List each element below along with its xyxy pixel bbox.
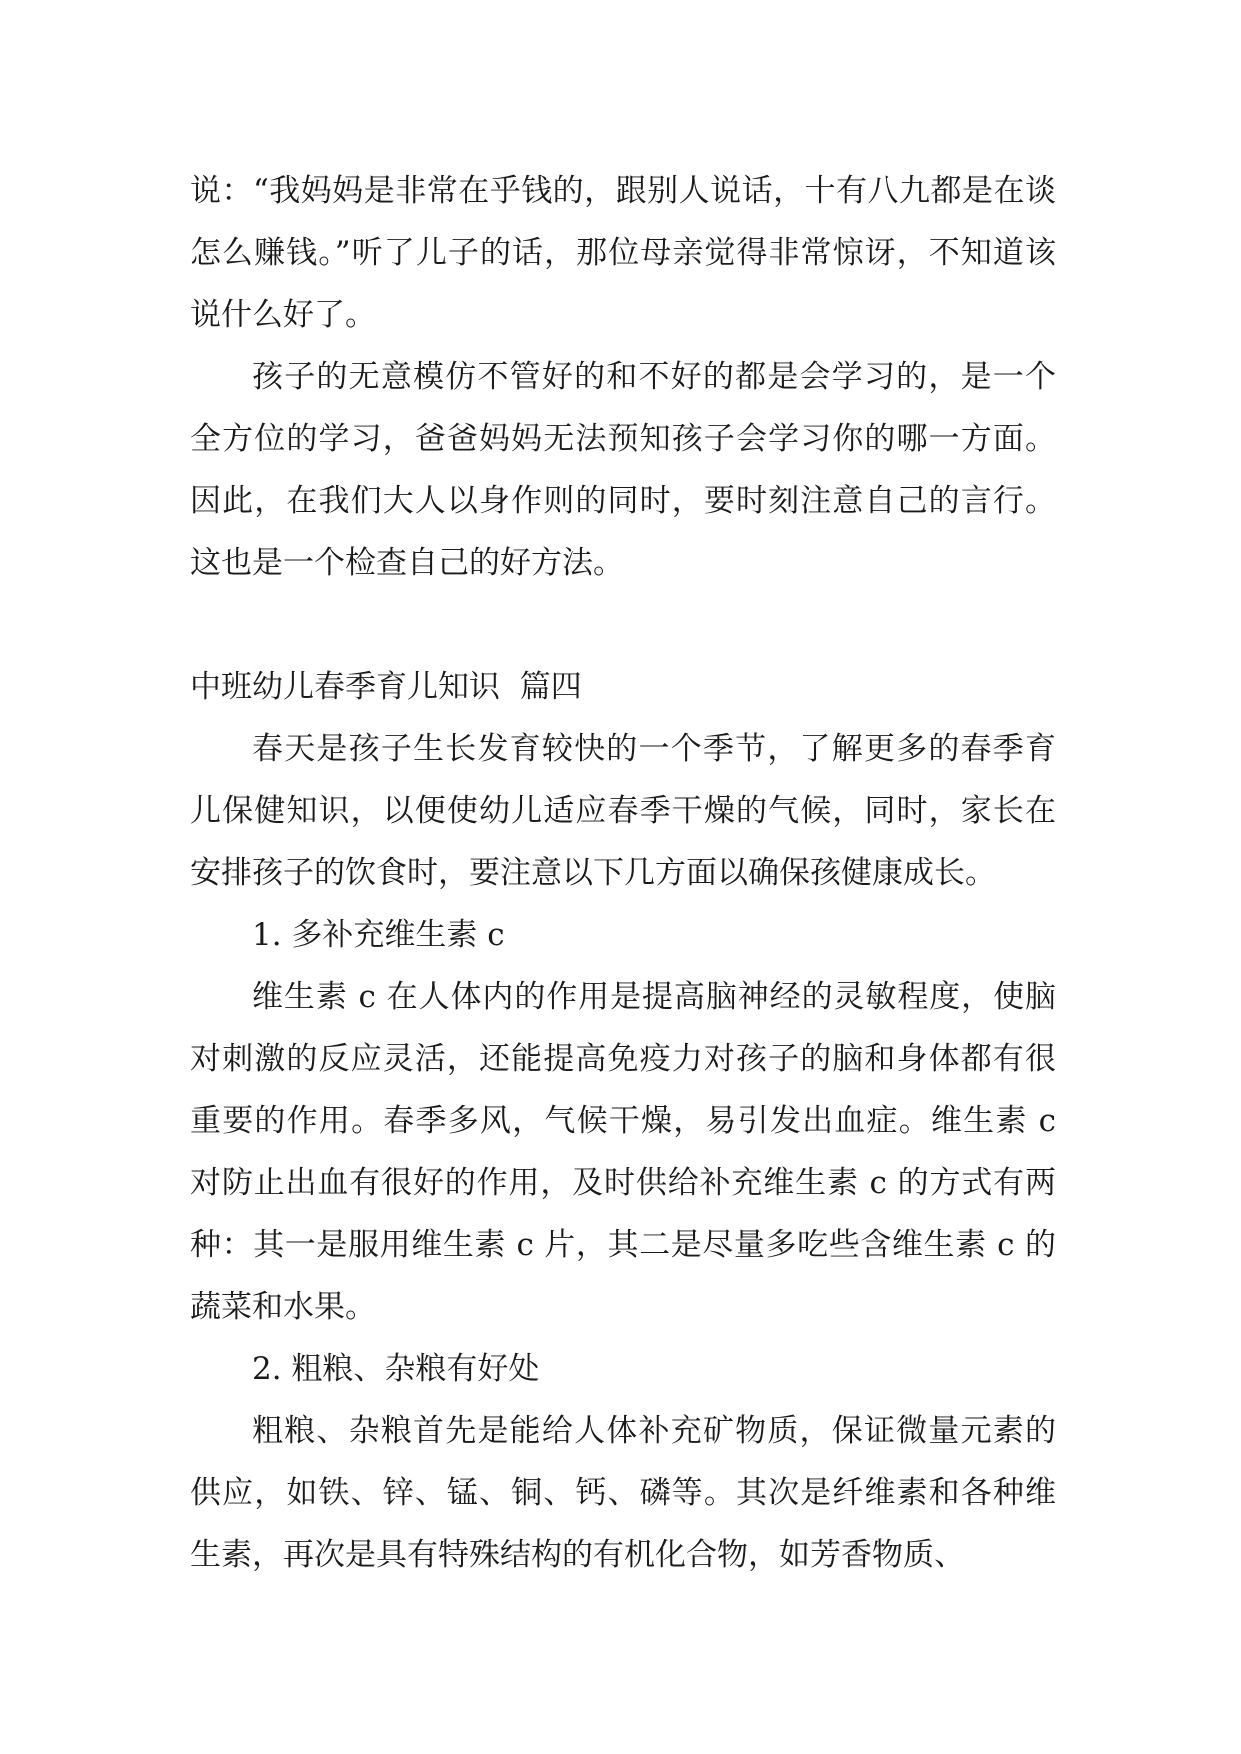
- coarse-grain-paragraph: 粗粮、杂粮首先是能给人体补充矿物质，保证微量元素的供应，如铁、锌、锰、铜、钙、磷等。其次是纤维素和各种维生素，再次是具有特殊结构的有机化合物，如芳香物质、: [190, 1413, 1056, 1573]
- section-gap: [190, 594, 1056, 656]
- item-heading-1: 1. 多补充维生素 c: [252, 917, 505, 953]
- spring-intro-paragraph: 春天是孩子生长发育较快的一个季节，了解更多的春季育儿保健知识，以便使幼儿适应春季干燥的气候，同时，家长在安排孩子的饮食时，要注意以下几方面以确保孩健康成长。: [190, 731, 1056, 891]
- vitamin-c-paragraph: 维生素 c 在人体内的作用是提高脑神经的灵敏程度，使脑对刺激的反应灵活，还能提高免疫力对孩子的脑和身体都有很重要的作用。春季多风，气候干燥，易引发出血症。维生素 c 对防止出血有很好的作用，及时供给补充维生素 c 的方式有两种：其一是服用维生素 c 片，其二是尽量多吃些含维生素 c 的蔬菜和水果。: [190, 979, 1056, 1325]
- section-heading: 中班幼儿春季育儿知识 篇四: [190, 669, 582, 705]
- story-continuation-paragraph: 说：“我妈妈是非常在乎钱的，跟别人说话，十有八九都是在谈怎么赚钱。”听了儿子的话，那位母亲觉得非常惊讶，不知道该说什么好了。: [190, 173, 1056, 333]
- item-heading-2: 2. 粗粮、杂粮有好处: [252, 1351, 540, 1387]
- imitation-paragraph: 孩子的无意模仿不管好的和不好的都是会学习的，是一个全方位的学习，爸爸妈妈无法预知孩子会学习你的哪一方面。因此，在我们大人以身作则的同时，要时刻注意自己的言行。这也是一个检查自己的好方法。: [190, 359, 1056, 581]
- document-body: [190, 160, 1056, 1586]
